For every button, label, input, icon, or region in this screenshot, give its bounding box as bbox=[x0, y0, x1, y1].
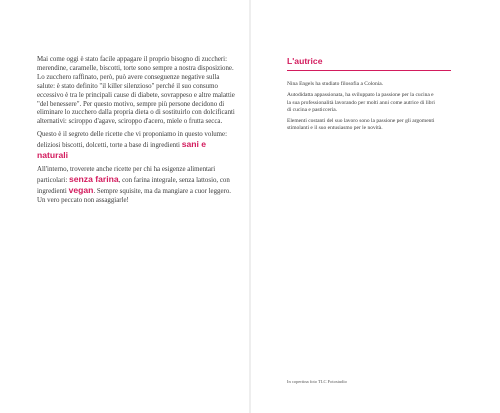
heading-rule bbox=[287, 70, 451, 71]
special-needs-text-c: . Sempre squisite, ma da mangiare a cuor leggero. Un vero peccato non assaggiarle! bbox=[37, 187, 232, 204]
highlight-healthy: sani e naturali bbox=[37, 139, 207, 161]
author-heading: L'autrice bbox=[287, 56, 323, 66]
secret-text: Questo è il segreto delle ricette che vi proponiamo in questo volume: deliziosi biscotti, dolcetti, torte a base di ingredienti bbox=[37, 131, 228, 150]
secret-paragraph bbox=[37, 131, 237, 162]
page-gutter bbox=[249, 0, 251, 413]
special-needs-text-b: , con farina integrale, senza lattosio, con ingredienti bbox=[37, 176, 230, 195]
author-bio-2: Autodidatta appassionata, ha sviluppato la passione per la cucina e la sua professionalità lavorando per molti anni come autrice di libri di cucina e pasticceria. bbox=[287, 92, 435, 113]
special-needs-paragraph bbox=[37, 166, 237, 206]
highlight-vegan: vegan bbox=[68, 184, 94, 195]
highlight-flourless: senza farina bbox=[68, 173, 119, 184]
photo-credit: In copertina foto TLC Fotostudio bbox=[287, 379, 347, 384]
author-bio-1: Nina Engels ha studiato filosofia a Colonia. bbox=[287, 81, 384, 87]
author-section bbox=[287, 56, 437, 137]
author-bio-3: Elementi costanti del suo lavoro sono la passione per gli argomenti stimolanti e il suo entusiasmo per le novità. bbox=[287, 118, 435, 132]
intro-paragraph: Mai come oggi è stato facile appagare il proprio bisogno di zuccheri: merendine, caramelle, biscotti, torte sono sempre a nostra disposizione. Lo zucchero raffinato, però, può avere conseguenze negative sulla salute: è stato definito "il killer silenzioso" perché il suo consumo eccessivo è tra le principali cause di diabete, sovrappeso e altre malattie "del benessere". Per questo motivo, sempre più persone decidono di eliminare lo zucchero dalla propria dieta o di sostituirlo con dolcificanti alternativi: sciroppo d'agave, sciroppo d'acero, miele o frutta secca. bbox=[37, 56, 235, 126]
left-page-text bbox=[37, 56, 237, 210]
special-needs-text-a: All'interno, troverete anche ricette per chi ha esigenze alimentari particolari: bbox=[37, 165, 216, 184]
